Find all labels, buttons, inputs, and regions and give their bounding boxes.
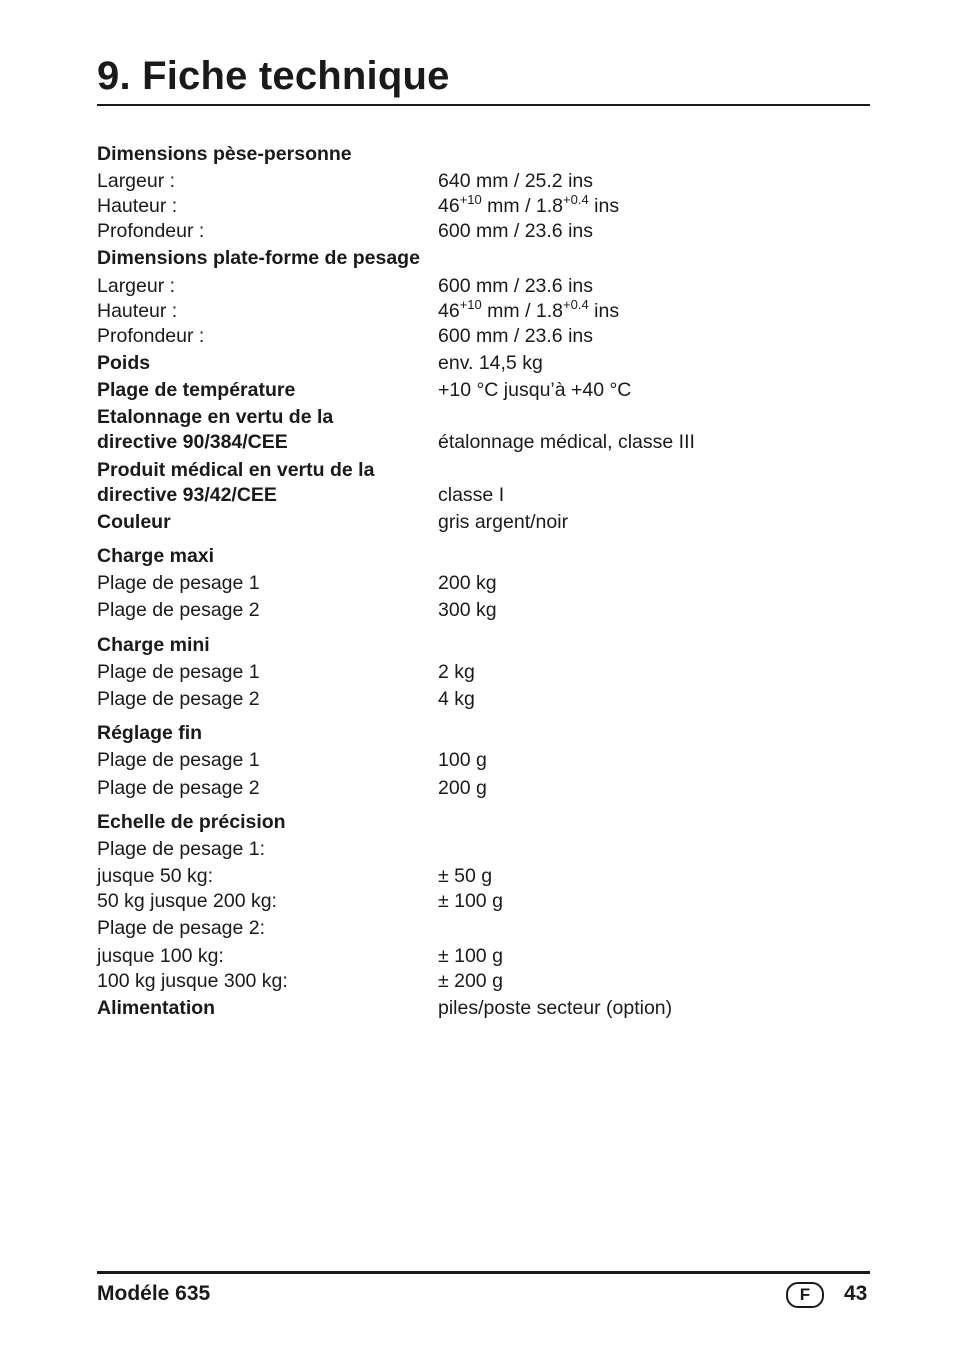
spec-row [97, 458, 870, 482]
spec-row [97, 598, 870, 622]
spec-row [97, 687, 870, 711]
spec-value: 600 mm / 23.6 ins [438, 220, 593, 242]
spec-value: ± 100 g [438, 945, 503, 967]
spec-value: classe I [438, 484, 505, 506]
spec-label: Hauteur : [97, 300, 178, 322]
spec-value: piles/poste secteur (option) [438, 997, 673, 1019]
spec-value: 600 mm / 23.6 ins [438, 275, 593, 297]
spec-row [97, 510, 870, 534]
spec-value: ± 100 g [438, 890, 503, 912]
spec-heading: Réglage fin [97, 722, 203, 744]
language-badge: F [786, 1282, 824, 1308]
footer-model: Modéle 635 [97, 1282, 211, 1305]
spec-value-superscript: +0.4 [563, 296, 589, 312]
spec-value: env. 14,5 kg [438, 352, 543, 374]
spec-value: 200 kg [438, 572, 497, 594]
spec-row [97, 169, 870, 193]
spec-row [97, 571, 870, 595]
spec-row [97, 219, 870, 243]
spec-value-part: mm / 1.8 [481, 195, 564, 217]
title-divider [97, 104, 870, 106]
spec-heading: Charge maxi [97, 545, 215, 567]
spec-heading: Etalonnage en vertu de la [97, 406, 334, 428]
spec-label: Plage de pesage 1 [97, 749, 260, 771]
spec-label: Plage de pesage 2: [97, 917, 266, 939]
spec-row [97, 996, 870, 1020]
spec-value: 100 g [438, 749, 487, 771]
spec-value: étalonnage médical, classe III [438, 431, 695, 453]
footer-divider [97, 1271, 870, 1274]
spec-label: 50 kg jusque 200 kg: [97, 890, 277, 912]
spec-row [97, 776, 870, 800]
spec-row [97, 916, 870, 940]
spec-row [97, 810, 870, 834]
spec-value: 300 kg [438, 599, 497, 621]
spec-value-part: 46 [438, 195, 460, 217]
spec-value-superscript: +10 [459, 296, 482, 312]
spec-row [97, 351, 870, 375]
spec-value: ± 200 g [438, 970, 503, 992]
spec-value: 200 g [438, 777, 487, 799]
spec-heading: Plage de température [97, 379, 296, 401]
spec-value-part: mm / 1.8 [481, 300, 564, 322]
spec-row [97, 969, 870, 993]
spec-label: Plage de pesage 2 [97, 777, 260, 799]
spec-row [97, 378, 870, 402]
spec-value-superscript: +10 [459, 191, 482, 207]
spec-label: Profondeur : [97, 220, 205, 242]
spec-row [97, 544, 870, 568]
spec-value: 600 mm / 23.6 ins [438, 325, 593, 347]
spec-value-part: ins [588, 300, 620, 322]
spec-row [97, 483, 870, 507]
spec-label: Plage de pesage 2 [97, 599, 260, 621]
spec-row [97, 405, 870, 429]
spec-heading: Charge mini [97, 634, 210, 656]
spec-label: Profondeur : [97, 325, 205, 347]
spec-value: 2 kg [438, 661, 475, 683]
spec-row [97, 748, 870, 772]
spec-heading: Dimensions pèse-personne [97, 143, 352, 165]
spec-heading: Echelle de précision [97, 811, 286, 833]
spec-label: Largeur : [97, 275, 176, 297]
spec-row [97, 324, 870, 348]
spec-value: +10 °C jusqu’à +40 °C [438, 379, 632, 401]
spec-value: 4 kg [438, 688, 475, 710]
spec-label: Plage de pesage 2 [97, 688, 260, 710]
spec-heading: directive 93/42/CEE [97, 484, 277, 506]
spec-label: Plage de pesage 1 [97, 572, 260, 594]
spec-value: gris argent/noir [438, 511, 569, 533]
spec-value-part: ins [588, 195, 620, 217]
spec-heading: Couleur [97, 511, 171, 533]
spec-row [97, 633, 870, 657]
spec-label: Plage de pesage 1 [97, 661, 260, 683]
spec-label: jusque 100 kg: [97, 945, 224, 967]
spec-label: jusque 50 kg: [97, 865, 214, 887]
spec-row [97, 296, 870, 323]
spec-row [97, 889, 870, 913]
page-number: 43 [844, 1282, 868, 1305]
spec-row [97, 142, 870, 166]
spec-row [97, 944, 870, 968]
spec-label: Largeur : [97, 170, 176, 192]
spec-label: Plage de pesage 1: [97, 838, 266, 860]
spec-row [97, 191, 870, 218]
spec-label: Hauteur : [97, 195, 178, 217]
spec-row [97, 430, 870, 454]
spec-value-superscript: +0.4 [563, 191, 589, 207]
spec-heading: Alimentation [97, 997, 216, 1019]
spec-heading: Produit médical en vertu de la [97, 459, 375, 481]
spec-value: 640 mm / 25.2 ins [438, 170, 593, 192]
page-title: 9. Fiche technique [97, 54, 450, 98]
spec-heading: Poids [97, 352, 151, 374]
spec-row [97, 274, 870, 298]
spec-row [97, 864, 870, 888]
spec-value-part: 46 [438, 300, 460, 322]
spec-row [97, 660, 870, 684]
spec-row [97, 246, 870, 270]
spec-value [438, 296, 620, 323]
spec-label: 100 kg jusque 300 kg: [97, 970, 288, 992]
spec-heading: Dimensions plate-forme de pesage [97, 247, 420, 269]
spec-value [438, 191, 620, 218]
spec-heading: directive 90/384/CEE [97, 431, 288, 453]
spec-row [97, 837, 870, 861]
spec-row [97, 721, 870, 745]
spec-value: ± 50 g [438, 865, 493, 887]
